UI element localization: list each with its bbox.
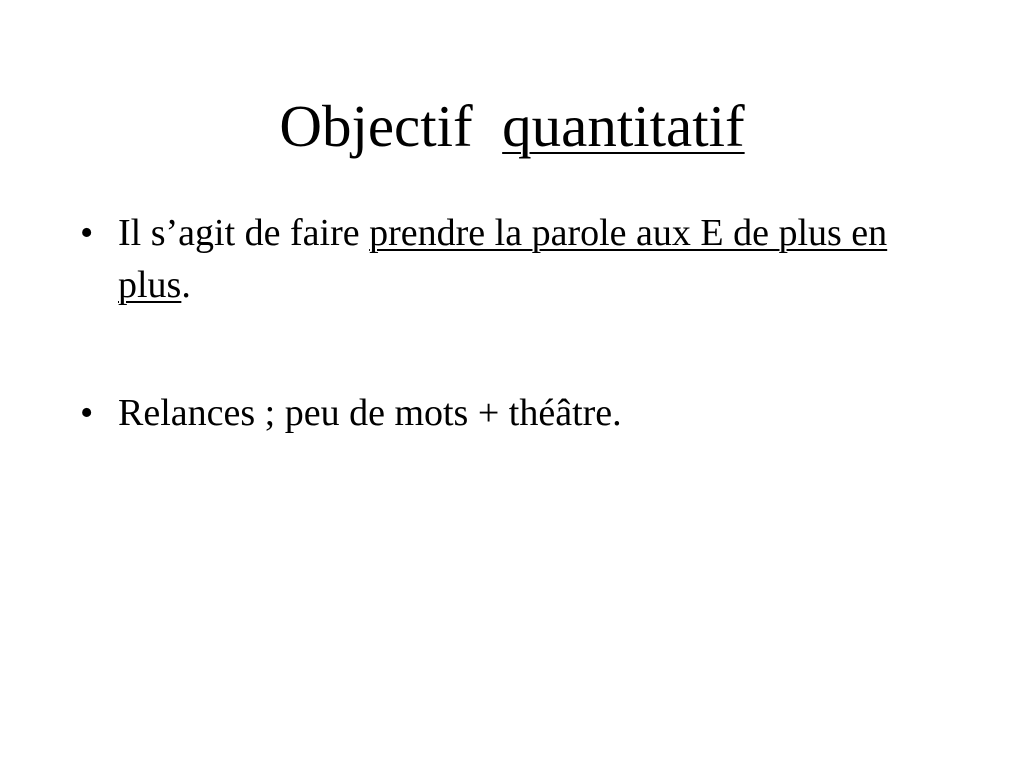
bullet-item: [80, 207, 920, 311]
title-part-quantitatif: quantitatif: [502, 93, 745, 159]
bullet-text-underlined: prendre la parole aux E de plus en plus: [118, 212, 888, 306]
bullet-list: [80, 207, 920, 439]
slide-title: [0, 88, 1024, 164]
bullet-icon: •: [80, 212, 94, 254]
bullet-text-suffix: .: [181, 264, 191, 306]
bullet-item: [80, 387, 920, 439]
bullet-text-plain: Relances ; peu de mots + théâtre.: [118, 392, 622, 434]
title-part-objectif: Objectif: [279, 93, 473, 159]
bullet-text-plain: Il s’agit de faire: [118, 212, 370, 254]
bullet-icon: •: [80, 392, 94, 434]
